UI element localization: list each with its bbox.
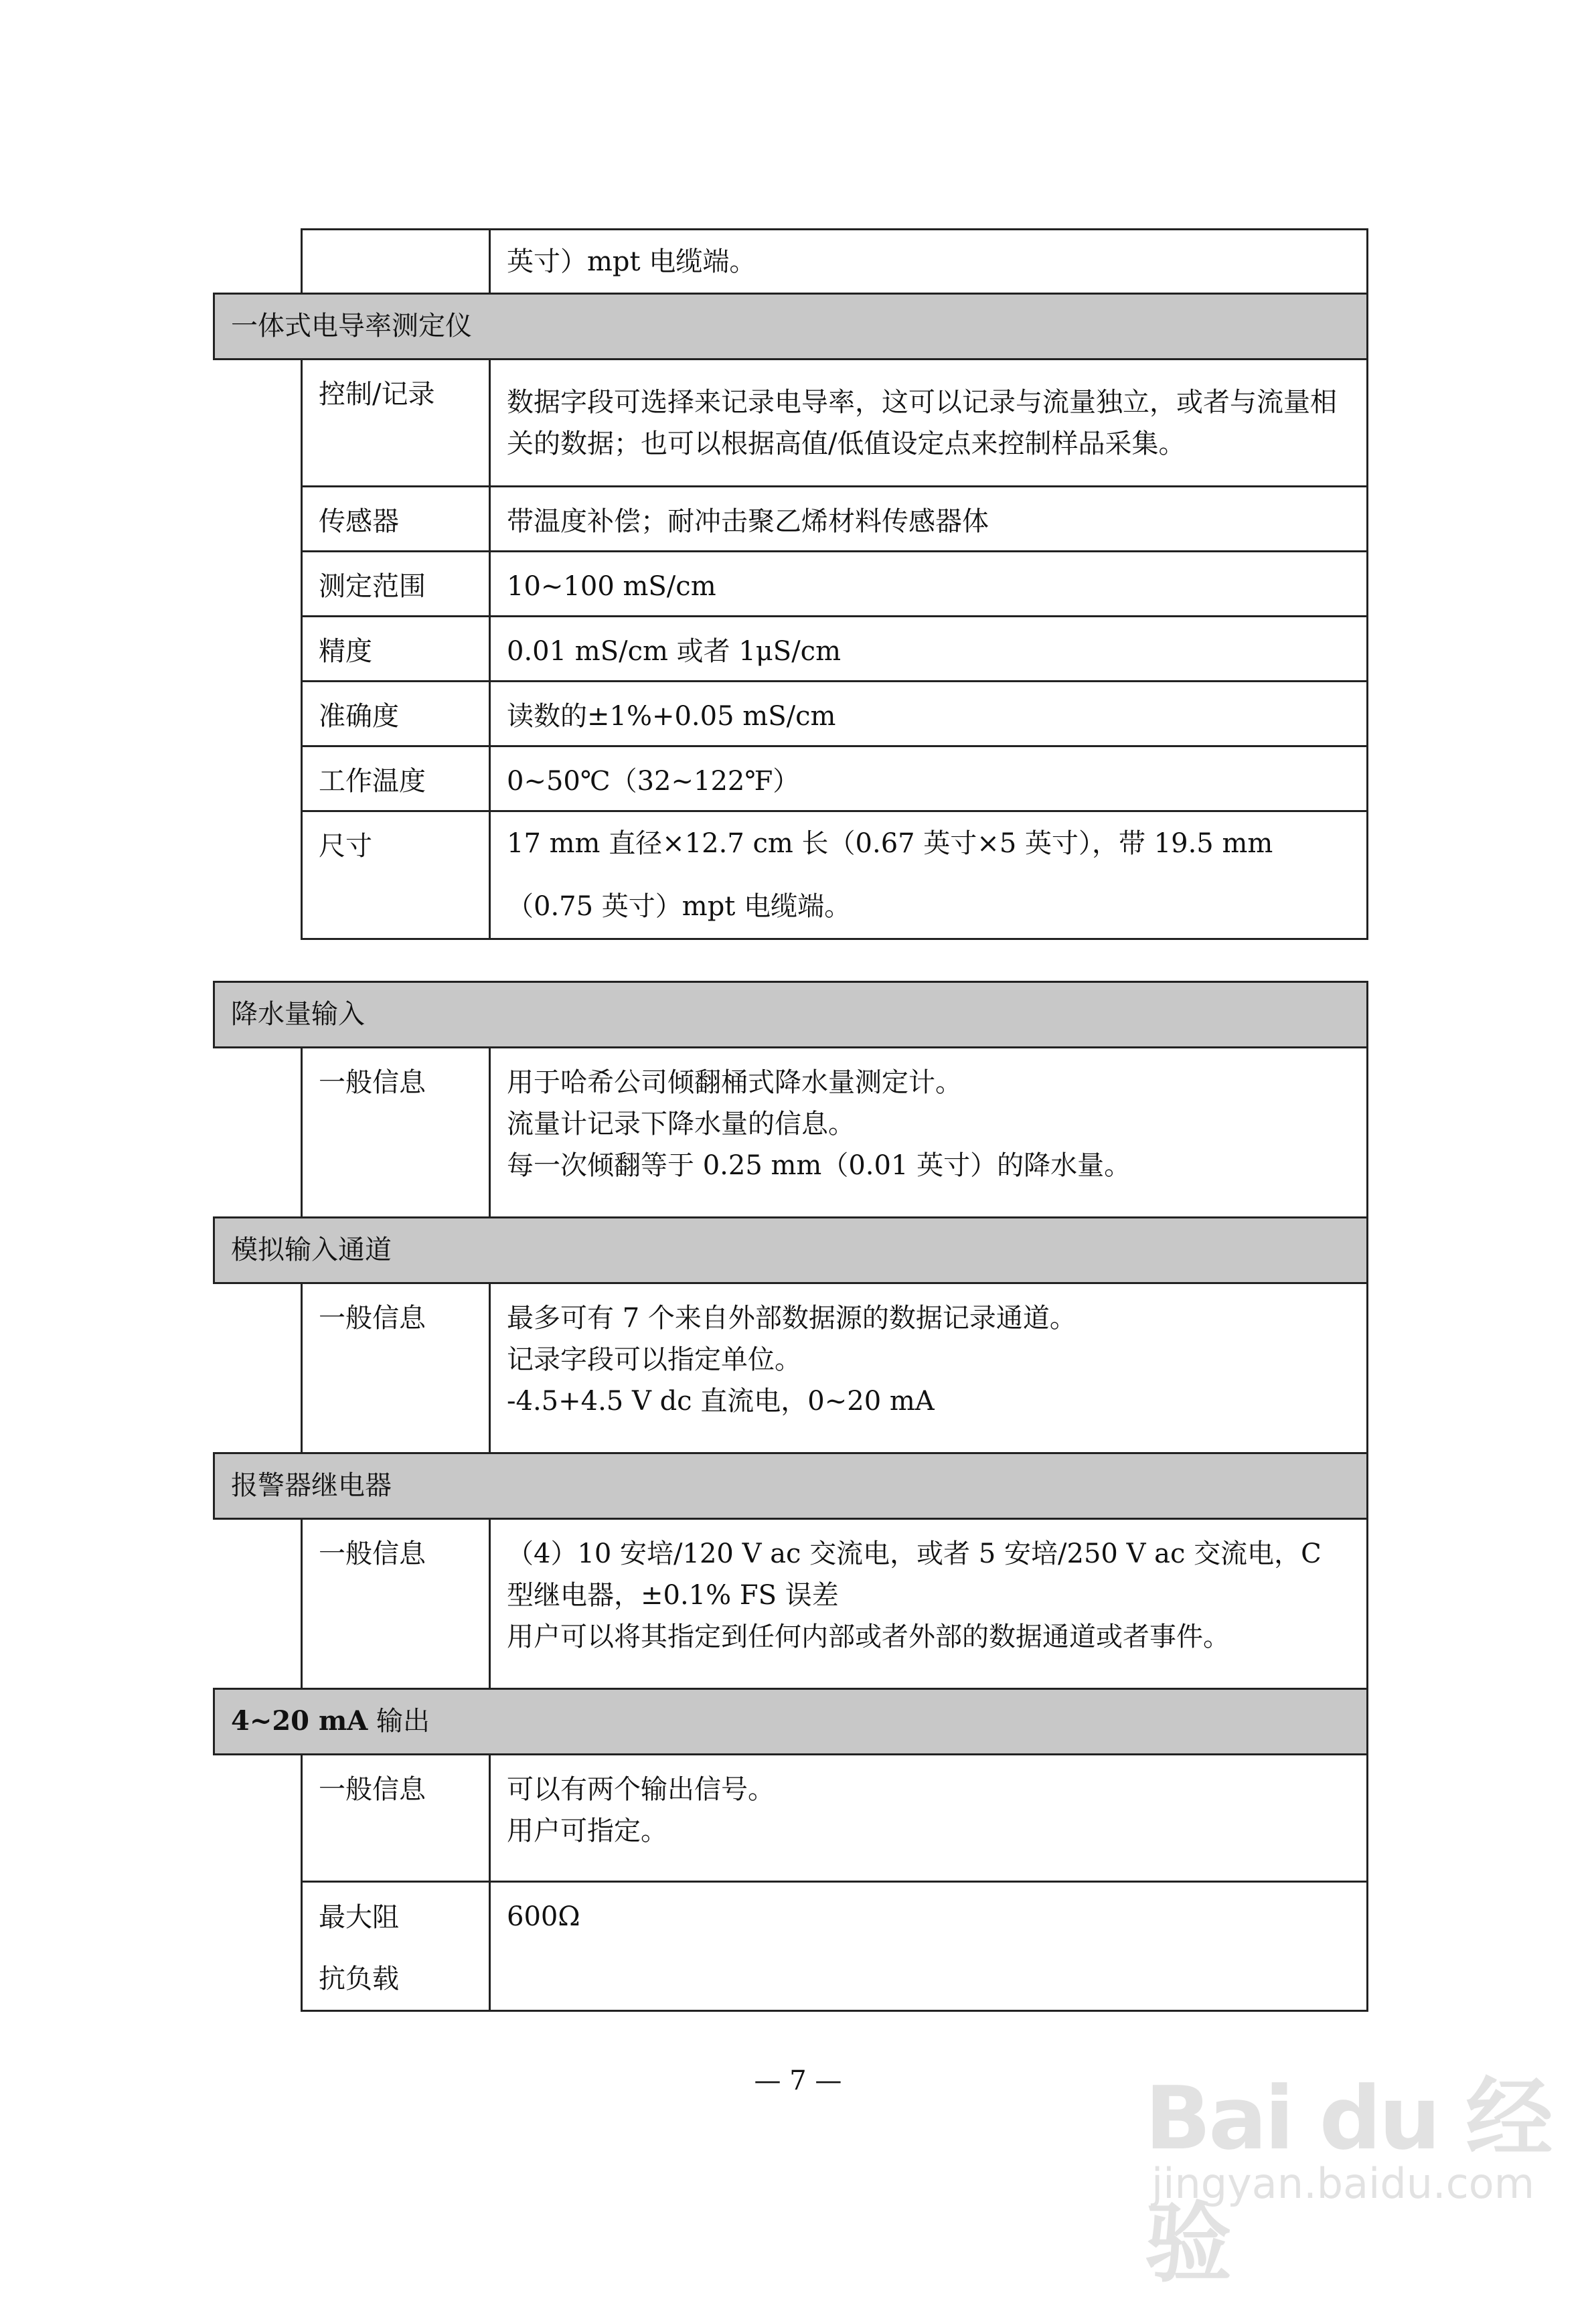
- row-value-text: 数据字段可选择来记录电导率，这可以记录与流量独立，或者与流量相关的数据；也可以根据高值/低值设定点来控制样品采集。: [507, 387, 1337, 459]
- table-row: [214, 617, 1368, 682]
- table-row: [214, 811, 1368, 939]
- label-line: 最大阻: [319, 1902, 399, 1933]
- section-title-conductivity: 一体式电导率测定仪: [214, 294, 1368, 360]
- table-row: [214, 1882, 1368, 2011]
- row-value: [490, 360, 1368, 487]
- info-line: （4）10 安培/120 V ac 交流电，或者 5 安培/250 V ac 交流电，C 型继电器，±0.1% FS 误差: [507, 1538, 1322, 1611]
- row-label: 一般信息: [302, 1755, 490, 1882]
- table-row: [214, 230, 1368, 294]
- info-line: 记录字段可以指定单位。: [507, 1344, 801, 1375]
- info-line: 最多可有 7 个来自外部数据源的数据记录通道。: [507, 1303, 1076, 1334]
- row-value: 600Ω: [490, 1882, 1368, 2011]
- table-row: [214, 1519, 1368, 1689]
- row-label: 控制/记录: [302, 360, 490, 487]
- row-value: [490, 811, 1368, 939]
- row-value: [490, 1519, 1368, 1689]
- row-value: 10~100 mS/cm: [490, 552, 1368, 617]
- table-row: [214, 1755, 1368, 1882]
- watermark-brand: Bai du 经验: [1145, 2067, 1550, 2294]
- row-label: 测定范围: [302, 552, 490, 617]
- row-value: 英寸）mpt 电缆端。: [490, 230, 1368, 294]
- section-title-analog-input: 模拟输入通道: [214, 1218, 1368, 1283]
- info-line: 用户可以将其指定到任何内部或者外部的数据通道或者事件。: [507, 1621, 1230, 1652]
- row-label: 一般信息: [302, 1283, 490, 1453]
- row-value: [490, 1048, 1368, 1218]
- row-value: 0.01 mS/cm 或者 1μS/cm: [490, 617, 1368, 682]
- row-value-text: 17 mm 直径×12.7 cm 长（0.67 英寸×5 英寸），带 19.5 mm（0.75 英寸）mpt 电缆端。: [507, 828, 1273, 922]
- row-label: 一般信息: [302, 1048, 490, 1218]
- section-title-alarm-relay: 报警器继电器: [214, 1453, 1368, 1519]
- table-row: [214, 746, 1368, 811]
- section-title-rest: 输出: [368, 1706, 430, 1737]
- section-header-row: [214, 1218, 1368, 1283]
- section-title-4-20ma-output: [214, 1689, 1368, 1755]
- table-row: [214, 487, 1368, 552]
- table-row: [214, 552, 1368, 617]
- table-row: [214, 1283, 1368, 1453]
- baidu-jingyan-watermark: [1131, 2022, 1560, 2294]
- section-header-row: [214, 1453, 1368, 1519]
- section-title-rainfall: 降水量输入: [214, 982, 1368, 1048]
- row-value: 0~50℃（32~122℉）: [490, 746, 1368, 811]
- info-line: 流量计记录下降水量的信息。: [507, 1109, 855, 1139]
- info-line: -4.5+4.5 V dc 直流电，0~20 mA: [507, 1386, 935, 1417]
- section-header-row: [214, 982, 1368, 1048]
- row-label: 传感器: [302, 487, 490, 552]
- table-row: [214, 682, 1368, 746]
- info-line: 用于哈希公司倾翻桶式降水量测定计。: [507, 1067, 962, 1098]
- section-title-bold: 4~20 mA: [231, 1705, 368, 1737]
- row-label: 工作温度: [302, 746, 490, 811]
- info-line: 用户可指定。: [507, 1816, 667, 1846]
- info-line: 每一次倾翻等于 0.25 mm（0.01 英寸）的降水量。: [507, 1150, 1131, 1181]
- table-row: [214, 1048, 1368, 1218]
- page-number: — 7 —: [754, 2065, 842, 2096]
- section-header-row: [214, 1689, 1368, 1755]
- spec-table-2: [213, 981, 1368, 2012]
- row-label: 精度: [302, 617, 490, 682]
- row-label: 准确度: [302, 682, 490, 746]
- row-value: [490, 1283, 1368, 1453]
- row-label: [302, 230, 490, 294]
- row-label: 尺寸: [302, 811, 490, 939]
- row-value: [490, 1755, 1368, 1882]
- info-line: 可以有两个输出信号。: [507, 1774, 775, 1805]
- watermark-url: jingyan.baidu.com: [1151, 2159, 1535, 2208]
- section-header-row: [214, 294, 1368, 360]
- row-value: 读数的±1%+0.05 mS/cm: [490, 682, 1368, 746]
- table-row: [214, 360, 1368, 487]
- row-value: 带温度补偿；耐冲击聚乙烯材料传感器体: [490, 487, 1368, 552]
- row-label: [302, 1882, 490, 2011]
- spec-table-1: [213, 228, 1368, 940]
- label-line: 抗负载: [319, 1964, 399, 1994]
- row-label: 一般信息: [302, 1519, 490, 1689]
